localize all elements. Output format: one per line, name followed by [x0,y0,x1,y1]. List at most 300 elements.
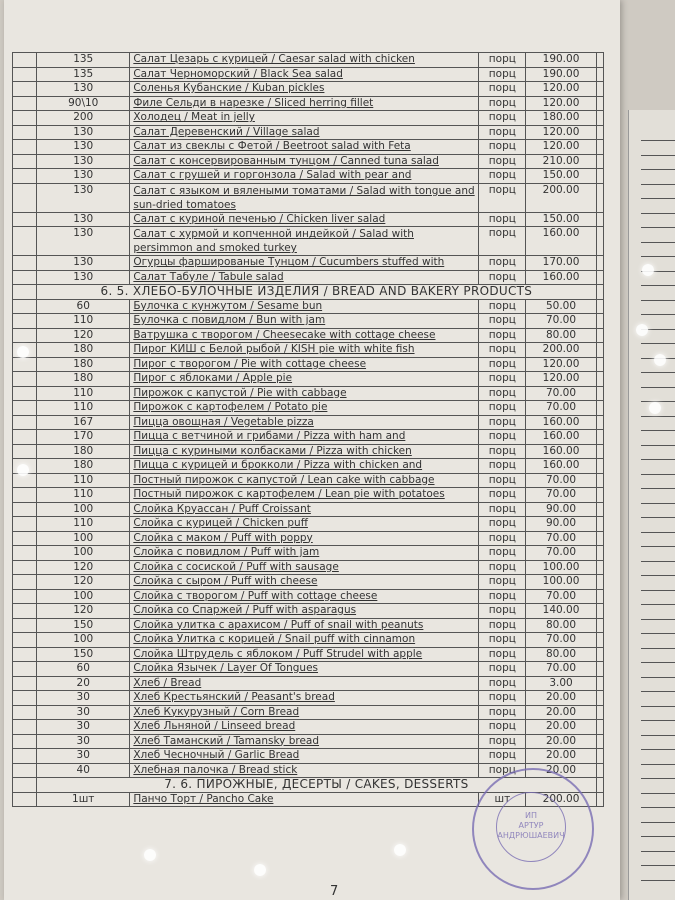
item-price: 70.00 [526,633,596,648]
row-edge [596,676,603,691]
adjacent-page [628,110,675,900]
item-weight: 100 [37,531,130,546]
menu-row [13,633,604,648]
item-price: 70.00 [526,386,596,401]
item-name: Огурцы фаршированые Тунцом / Cucumbers stuffed with [130,256,479,271]
item-price: 20.00 [526,749,596,764]
menu-row [13,444,604,459]
row-edge [596,372,603,387]
item-weight: 60 [37,299,130,314]
item-unit: порц [479,270,526,285]
item-price: 140.00 [526,604,596,619]
item-weight: 30 [37,749,130,764]
row-margin [13,589,37,604]
row-edge [596,386,603,401]
item-weight: 110 [37,473,130,488]
item-unit: порц [479,67,526,82]
menu-row [13,473,604,488]
row-edge [596,67,603,82]
item-weight: 130 [37,270,130,285]
row-edge [596,560,603,575]
item-unit: порц [479,734,526,749]
menu-row [13,430,604,445]
glare-reflection [654,354,666,366]
row-margin [13,299,37,314]
item-unit: порц [479,386,526,401]
item-unit: порц [479,473,526,488]
item-price: 80.00 [526,647,596,662]
item-unit: порц [479,372,526,387]
row-edge [596,285,603,300]
item-price: 100.00 [526,575,596,590]
item-name: Слойка улитка с арахисом / Puff of snail with peanuts [130,618,479,633]
row-edge [596,357,603,372]
menu-row [13,401,604,416]
item-price: 160.00 [526,415,596,430]
row-margin [13,575,37,590]
row-margin [13,633,37,648]
item-unit: порц [479,444,526,459]
row-edge [596,256,603,271]
row-edge [596,53,603,68]
item-unit: порц [479,662,526,677]
item-name: Слойка Круассан / Puff Croissant [130,502,479,517]
menu-row [13,212,604,227]
item-name: Хлебная палочка / Bread stick [130,763,479,778]
item-unit: порц [479,705,526,720]
menu-row [13,459,604,474]
glare-reflection [254,864,266,876]
item-weight: 100 [37,502,130,517]
item-weight: 100 [37,633,130,648]
item-unit: порц [479,589,526,604]
item-weight: 135 [37,53,130,68]
menu-row [13,502,604,517]
row-margin [13,720,37,735]
item-price: 120.00 [526,125,596,140]
item-unit: порц [479,676,526,691]
item-weight: 100 [37,546,130,561]
page-number: 7 [330,884,339,899]
menu-row [13,183,604,212]
item-name: Салат Табуле / Tabule salad [130,270,479,285]
item-unit: шт [479,792,526,807]
item-price: 100.00 [526,560,596,575]
item-name: Панчо Торт / Pancho Cake [130,792,479,807]
menu-page [4,0,620,900]
item-price: 160.00 [526,430,596,445]
item-name: Пицца овощная / Vegetable pizza [130,415,479,430]
row-margin [13,676,37,691]
item-price: 70.00 [526,314,596,329]
item-name: Слойка Язычек / Layer Of Tongues [130,662,479,677]
row-margin [13,53,37,68]
item-unit: порц [479,546,526,561]
row-margin [13,531,37,546]
row-margin [13,270,37,285]
row-edge [596,604,603,619]
menu-row [13,67,604,82]
section-title: 7. 6. ПИРОЖНЫЕ, ДЕСЕРТЫ / CAKES, DESSERTS [37,778,597,793]
item-price: 20.00 [526,691,596,706]
item-price: 160.00 [526,227,596,256]
item-name: Пирожок с картофелем / Potato pie [130,401,479,416]
item-weight: 130 [37,154,130,169]
item-name: Салат с хурмой и копченной индейкой / Salad with persimmon and smoked turkey [130,227,479,256]
item-price: 200.00 [526,183,596,212]
item-unit: порц [479,154,526,169]
row-edge [596,763,603,778]
item-name: Постный пирожок с капустой / Lean cake with cabbage [130,473,479,488]
row-margin [13,125,37,140]
row-margin [13,401,37,416]
item-name: Слойка с маком / Puff with poppy [130,531,479,546]
row-edge [596,328,603,343]
item-price: 160.00 [526,444,596,459]
row-margin [13,488,37,503]
item-weight: 170 [37,430,130,445]
item-price: 160.00 [526,459,596,474]
item-unit: порц [479,749,526,764]
row-margin [13,705,37,720]
row-margin [13,183,37,212]
item-name: Пицца с курицей и брокколи / Pizza with chicken and [130,459,479,474]
item-weight: 40 [37,763,130,778]
row-edge [596,169,603,184]
row-margin [13,778,37,793]
menu-row [13,560,604,575]
row-margin [13,227,37,256]
menu-row [13,386,604,401]
item-name: Ватрушка с творогом / Cheesecake with cottage cheese [130,328,479,343]
item-unit: порц [479,227,526,256]
row-margin [13,111,37,126]
item-price: 180.00 [526,111,596,126]
item-name: Хлеб Крестьянский / Peasant's bread [130,691,479,706]
menu-row [13,676,604,691]
item-name: Хлеб Таманский / Tamansky bread [130,734,479,749]
menu-row [13,140,604,155]
item-unit: порц [479,604,526,619]
item-weight: 150 [37,618,130,633]
row-margin [13,502,37,517]
row-edge [596,705,603,720]
row-margin [13,618,37,633]
row-margin [13,256,37,271]
item-name: Хлеб Кукурузный / Corn Bread [130,705,479,720]
item-unit: порц [479,96,526,111]
item-weight: 200 [37,111,130,126]
row-edge [596,183,603,212]
item-unit: порц [479,575,526,590]
item-name: Салат с куриной печенью / Chicken liver salad [130,212,479,227]
item-unit: порц [479,560,526,575]
item-unit: порц [479,183,526,212]
item-price: 70.00 [526,589,596,604]
item-name: Слойка с сосиской / Puff with sausage [130,560,479,575]
row-edge [596,444,603,459]
row-edge [596,459,603,474]
item-weight: 120 [37,575,130,590]
row-edge [596,212,603,227]
menu-row [13,111,604,126]
row-edge [596,314,603,329]
menu-row [13,662,604,677]
item-name: Слойка с курицей / Chicken puff [130,517,479,532]
item-price: 70.00 [526,662,596,677]
item-weight: 1шт [37,792,130,807]
menu-row [13,705,604,720]
item-weight: 110 [37,401,130,416]
item-name: Салат с языком и вялеными томатами / Salad with tongue and sun-dried tomatoes [130,183,479,212]
item-name: Булочка с повидлом / Bun with jam [130,314,479,329]
row-edge [596,227,603,256]
item-unit: порц [479,502,526,517]
row-margin [13,285,37,300]
item-unit: порц [479,517,526,532]
row-edge [596,415,603,430]
item-unit: порц [479,111,526,126]
row-edge [596,430,603,445]
item-unit: порц [479,459,526,474]
item-name: Салат Черноморский / Black Sea salad [130,67,479,82]
item-price: 120.00 [526,82,596,97]
row-margin [13,386,37,401]
item-name: Постный пирожок с картофелем / Lean pie with potatoes [130,488,479,503]
row-edge [596,691,603,706]
item-weight: 130 [37,140,130,155]
item-weight: 30 [37,705,130,720]
item-name: Слойка Штрудель с яблоком / Puff Strudel with apple [130,647,479,662]
glare-reflection [144,849,156,861]
menu-row [13,53,604,68]
item-unit: порц [479,256,526,271]
item-price: 20.00 [526,763,596,778]
item-weight: 60 [37,662,130,677]
item-weight: 130 [37,256,130,271]
item-price: 120.00 [526,357,596,372]
row-margin [13,517,37,532]
item-price: 80.00 [526,328,596,343]
menu-table [12,52,604,807]
row-margin [13,444,37,459]
item-price: 70.00 [526,401,596,416]
item-weight: 180 [37,372,130,387]
item-name: Пицца с ветчиной и грибами / Pizza with ham and [130,430,479,445]
item-price: 190.00 [526,53,596,68]
row-margin [13,734,37,749]
section-title: 6. 5. ХЛЕБО-БУЛОЧНЫЕ ИЗДЕЛИЯ / BREAD AND BAKERY PRODUCTS [37,285,597,300]
item-name: Пирожок с капустой / Pie with cabbage [130,386,479,401]
item-unit: порц [479,125,526,140]
glare-reflection [17,346,29,358]
item-weight: 110 [37,386,130,401]
item-price: 20.00 [526,734,596,749]
item-weight: 90\10 [37,96,130,111]
menu-row [13,299,604,314]
row-margin [13,169,37,184]
menu-row [13,488,604,503]
item-weight: 130 [37,227,130,256]
item-name: Пирог с яблоками / Apple pie [130,372,479,387]
row-margin [13,212,37,227]
item-weight: 180 [37,357,130,372]
item-price: 150.00 [526,169,596,184]
item-price: 70.00 [526,531,596,546]
item-price: 80.00 [526,618,596,633]
row-margin [13,691,37,706]
item-name: Пицца с куриными колбасками / Pizza with chicken [130,444,479,459]
item-price: 150.00 [526,212,596,227]
menu-row [13,125,604,140]
item-weight: 150 [37,647,130,662]
section-header [13,285,604,300]
row-edge [596,531,603,546]
menu-row [13,169,604,184]
menu-row [13,328,604,343]
glare-reflection [649,402,661,414]
item-weight: 130 [37,169,130,184]
item-name: Филе Сельди в нарезке / Sliced herring fillet [130,96,479,111]
menu-row [13,546,604,561]
row-edge [596,502,603,517]
row-margin [13,372,37,387]
item-weight: 100 [37,589,130,604]
row-margin [13,67,37,82]
row-edge [596,517,603,532]
item-unit: порц [479,82,526,97]
row-margin [13,96,37,111]
item-price: 70.00 [526,546,596,561]
item-weight: 130 [37,125,130,140]
item-name: Холодец / Meat in jelly [130,111,479,126]
row-edge [596,401,603,416]
menu-row [13,517,604,532]
menu-row [13,618,604,633]
row-margin [13,357,37,372]
row-margin [13,328,37,343]
item-name: Слойка с творогом / Puff with cottage cheese [130,589,479,604]
item-price: 3.00 [526,676,596,691]
item-name: Слойка с сыром / Puff with cheese [130,575,479,590]
row-margin [13,604,37,619]
item-price: 70.00 [526,488,596,503]
row-margin [13,140,37,155]
item-unit: порц [479,140,526,155]
item-name: Салат Деревенский / Village salad [130,125,479,140]
item-name: Салат с консервированным тунцом / Canned tuna salad [130,154,479,169]
item-unit: порц [479,763,526,778]
menu-row [13,589,604,604]
row-margin [13,82,37,97]
item-weight: 130 [37,183,130,212]
item-unit: порц [479,720,526,735]
glare-reflection [17,464,29,476]
row-edge [596,343,603,358]
item-unit: порц [479,647,526,662]
item-unit: порц [479,401,526,416]
row-edge [596,778,603,793]
item-unit: порц [479,618,526,633]
row-edge [596,647,603,662]
row-edge [596,140,603,155]
row-edge [596,792,603,807]
item-name: Булочка с кунжутом / Sesame bun [130,299,479,314]
item-weight: 110 [37,517,130,532]
item-weight: 180 [37,343,130,358]
item-price: 120.00 [526,140,596,155]
item-unit: порц [479,314,526,329]
item-unit: порц [479,169,526,184]
row-edge [596,575,603,590]
item-weight: 167 [37,415,130,430]
item-weight: 30 [37,720,130,735]
menu-row [13,96,604,111]
item-weight: 180 [37,459,130,474]
row-edge [596,82,603,97]
item-price: 210.00 [526,154,596,169]
row-margin [13,763,37,778]
row-margin [13,415,37,430]
item-unit: порц [479,328,526,343]
row-margin [13,749,37,764]
item-name: Слойка Улитка с корицей / Snail puff with cinnamon [130,633,479,648]
row-margin [13,546,37,561]
item-unit: порц [479,691,526,706]
row-margin [13,560,37,575]
menu-row [13,343,604,358]
item-unit: порц [479,53,526,68]
seal-stamp: ИП АРТУР АНДРЮШАЕВИЧ [472,768,594,890]
menu-row [13,270,604,285]
item-unit: порц [479,415,526,430]
item-weight: 130 [37,82,130,97]
row-edge [596,633,603,648]
item-price: 190.00 [526,67,596,82]
menu-row [13,604,604,619]
menu-row [13,372,604,387]
menu-row [13,575,604,590]
row-edge [596,299,603,314]
row-edge [596,589,603,604]
menu-row [13,154,604,169]
row-edge [596,618,603,633]
item-unit: порц [479,633,526,648]
item-unit: порц [479,488,526,503]
row-edge [596,662,603,677]
item-name: Хлеб / Bread [130,676,479,691]
item-weight: 120 [37,328,130,343]
row-edge [596,154,603,169]
item-price: 170.00 [526,256,596,271]
item-price: 200.00 [526,343,596,358]
item-name: Пирог с творогом / Pie with cottage cheese [130,357,479,372]
item-weight: 110 [37,314,130,329]
item-name: Пирог КИШ с Белой рыбой / KISH pie with white fish [130,343,479,358]
menu-row [13,357,604,372]
item-name: Салат с грушей и горгонзола / Salad with pear and [130,169,479,184]
menu-row [13,314,604,329]
menu-row [13,734,604,749]
item-weight: 180 [37,444,130,459]
row-edge [596,111,603,126]
menu-row [13,227,604,256]
item-weight: 130 [37,212,130,227]
glare-reflection [642,264,654,276]
row-margin [13,792,37,807]
row-margin [13,430,37,445]
item-price: 20.00 [526,705,596,720]
